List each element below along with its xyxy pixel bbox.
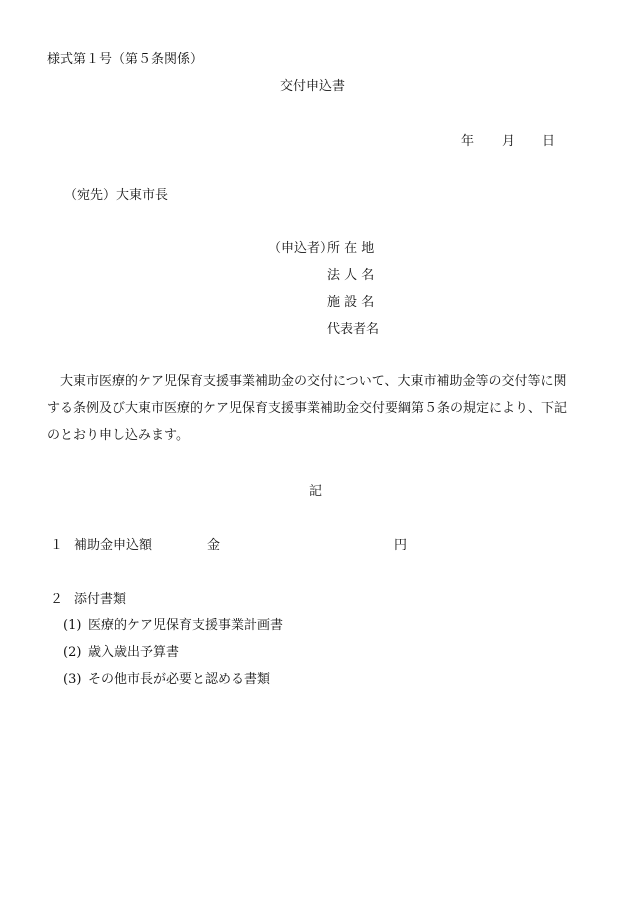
item-1-unit: 円 xyxy=(394,538,408,553)
document-title: 交付申込書 xyxy=(280,79,346,94)
attachment-number: (2) xyxy=(63,645,82,660)
body-line-1: 大東市医療的ケア児保育支援事業補助金の交付について、大東市補助金等の交付等に関 xyxy=(60,374,567,389)
ki-heading: 記 xyxy=(309,484,323,499)
date-month: 月 xyxy=(502,134,516,149)
field-corporation-name: 法 人 名 xyxy=(327,268,375,283)
attachment-number: (1) xyxy=(63,618,82,633)
body-line-3: のとおり申し込みます。 xyxy=(47,428,189,443)
item-2-label: 添付書類 xyxy=(74,592,127,607)
applicant-label: （申込者） xyxy=(268,241,334,256)
item-1-label: 補助金申込額 xyxy=(74,538,153,553)
body-paragraph xyxy=(47,368,582,449)
date-day: 日 xyxy=(542,134,556,149)
field-representative-name: 代表者名 xyxy=(327,322,380,337)
attachment-number: (3) xyxy=(63,672,82,687)
item-1-number: １ xyxy=(50,538,64,553)
field-facility-name: 施 設 名 xyxy=(327,295,375,310)
date-year: 年 xyxy=(461,134,475,149)
form-number: 様式第１号（第５条関係） xyxy=(47,52,204,67)
attachment-text: その他市長が必要と認める書類 xyxy=(88,672,271,687)
attachment-text: 医療的ケア児保育支援事業計画書 xyxy=(88,618,284,633)
item-2-number: ２ xyxy=(50,592,64,607)
attachment-text: 歳入歳出予算書 xyxy=(88,645,180,660)
field-address: 所 在 地 xyxy=(327,241,375,256)
addressee: （宛先）大東市長 xyxy=(64,188,169,203)
body-line-2: する条例及び大東市医療的ケア児保育支援事業補助金交付要綱第５条の規定により、下記 xyxy=(47,401,568,416)
item-1-prefix: 金 xyxy=(207,538,221,553)
